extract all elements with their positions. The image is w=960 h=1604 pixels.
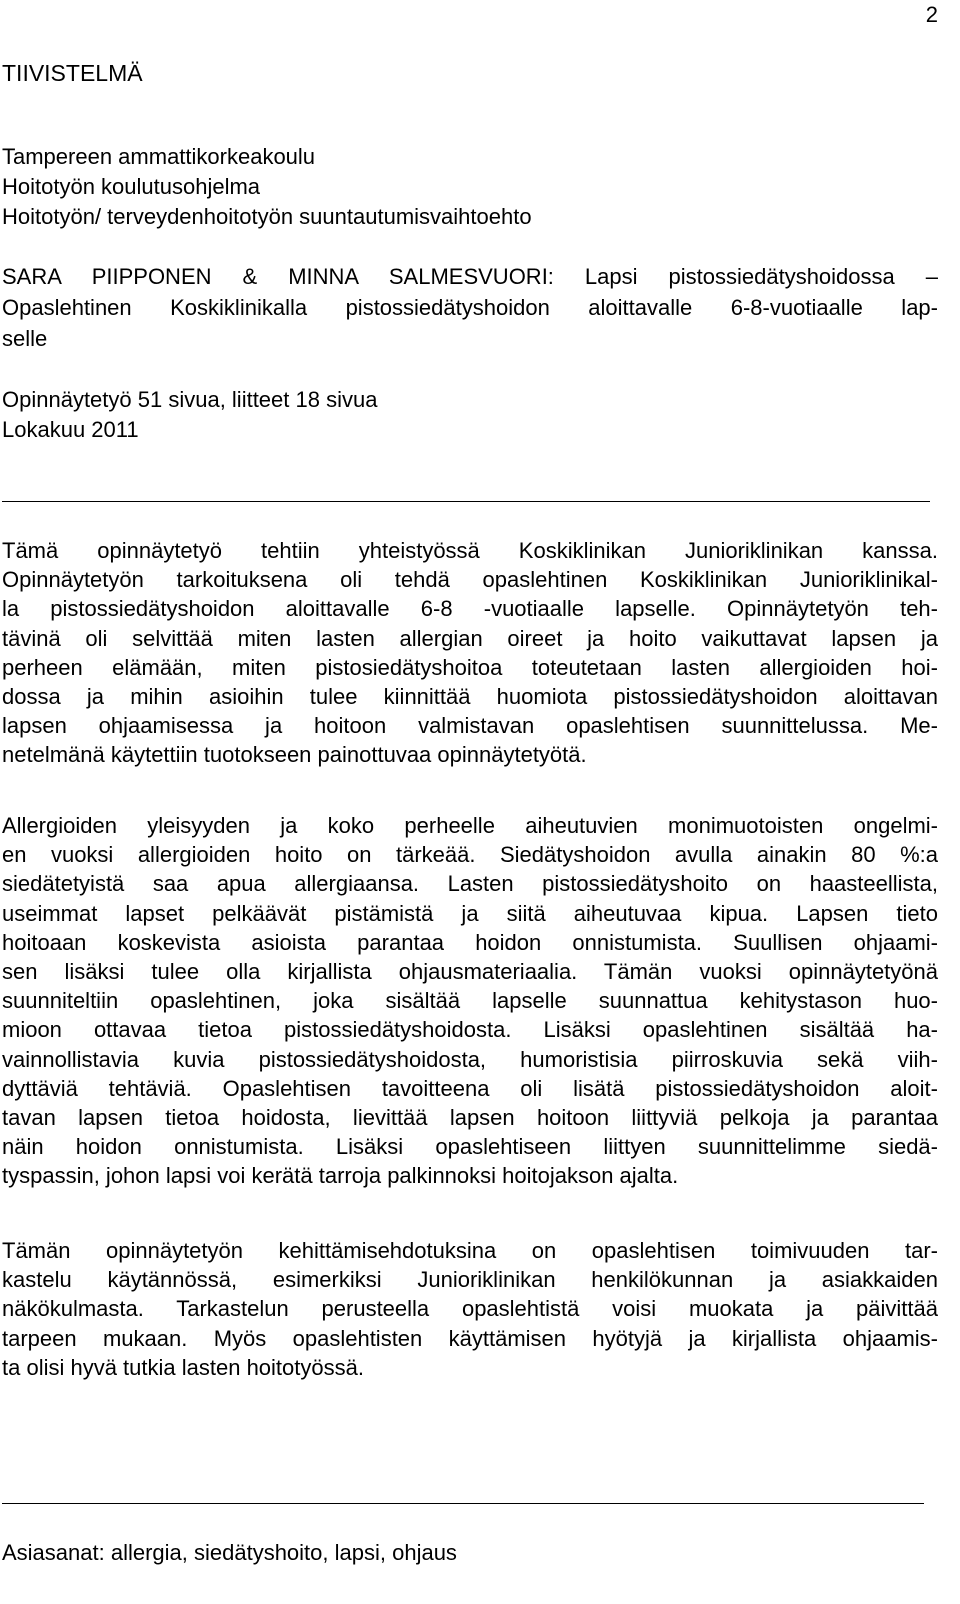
abstract-line: lapsen ohjaamisessa ja hoitoon valmistavan opaslehtisen suunnittelussa. Me- <box>2 713 938 739</box>
page-number: 2 <box>925 2 938 27</box>
title-line: selle <box>2 326 48 351</box>
abstract-line: la pistossiedätyshoidon aloittavalle 6-8 -vuotiaalle lapselle. Opinnäytetyön teh- <box>2 596 938 622</box>
abstract-heading: TIIVISTELMÄ <box>2 60 143 86</box>
abstract-line: Tämä opinnäytetyö tehtiin yhteistyössä Koskiklinikan Junioriklinikan kanssa. <box>2 538 938 563</box>
school-name: Tampereen ammattikorkeakoulu <box>2 144 316 169</box>
institution-block <box>2 142 532 232</box>
page-count: Opinnäytetyö 51 sivua, liitteet 18 sivua <box>2 387 378 412</box>
abstract-line: tarpeen mukaan. Myös opaslehtisten käyttämisen hyötyjä ja kirjallista ohjaamis- <box>2 1325 938 1351</box>
abstract-line: perheen elämään, miten pistosiedätyshoitoa toteutetaan lasten allergioiden hoi- <box>2 654 938 680</box>
abstract-line: Allergioiden yleisyyden ja koko perheelle aiheutuvien monimuotoisten ongelmi- <box>2 813 938 838</box>
title-line: SARA PIIPPONEN & MINNA SALMESVUORI: Lapsi pistossiedätyshoidossa – <box>2 264 938 289</box>
abstract-line: mioon ottavaa tietoa pistossiedätyshoidosta. Lisäksi opaslehtinen sisältää ha- <box>2 1017 938 1043</box>
abstract-line: sen lisäksi tulee olla kirjallista ohjausmateriaalia. Tämän vuoksi opinnäytetyönä <box>2 959 938 985</box>
abstract-line: kastelu käytännössä, esimerkiksi Junioriklinikan henkilökunnan ja asiakkaiden <box>2 1267 938 1293</box>
abstract-paragraph-3 <box>2 1236 938 1382</box>
programme-name: Hoitotyön koulutusohjelma <box>2 174 261 199</box>
abstract-line: tyspassin, johon lapsi voi kerätä tarroja palkinnoksi hoitojakson ajalta. <box>2 1163 679 1189</box>
option-name: Hoitotyön/ terveydenhoitotyön suuntautumisvaihtoehto <box>2 204 532 229</box>
abstract-line: dossa ja mihin asioihin tulee kiinnittää huomiota pistossiedätyshoidon aloittavan <box>2 684 938 710</box>
abstract-line: vainnollistavia kuvia pistossiedätyshoidosta, humoristisia piirroskuvia sekä viih- <box>2 1046 938 1072</box>
thesis-date: Lokakuu 2011 <box>2 417 139 442</box>
abstract-line: netelmänä käytettiin tuotokseen painottuvaa opinnäytetyötä. <box>2 742 587 768</box>
abstract-line: suunniteltiin opaslehtinen, joka sisältää lapselle suunnattua kehitystason huo- <box>2 988 938 1014</box>
abstract-line: tävinä oli selvittää miten lasten allergian oireet ja hoito vaikuttavat lapsen ja <box>2 625 938 651</box>
abstract-line: näin hoidon onnistumista. Lisäksi opaslehtiseen liittyen suunnittelimme siedä- <box>2 1134 938 1160</box>
title-line: Opaslehtinen Koskiklinikalla pistossiedätyshoidon aloittavalle 6-8-vuotiaalle lap- <box>2 295 938 320</box>
separator-line-top <box>2 501 930 502</box>
keywords: Asiasanat: allergia, siedätyshoito, lapsi, ohjaus <box>2 1540 457 1565</box>
abstract-paragraph-1 <box>2 536 938 770</box>
abstract-line: ta olisi hyvä tutkia lasten hoitotyössä. <box>2 1354 364 1380</box>
abstract-line: dyttäviä tehtäviä. Opaslehtisen tavoitteena oli lisätä pistossiedätyshoidon aloit- <box>2 1075 938 1101</box>
abstract-paragraph-2 <box>2 811 938 1191</box>
abstract-line: en vuoksi allergioiden hoito on tärkeää. Siedätyshoidon avulla ainakin 80 %:a <box>2 842 938 868</box>
abstract-line: hoitoaan koskevista asioista parantaa hoidon onnistumista. Suullisen ohjaami- <box>2 929 938 955</box>
separator-line-bottom <box>2 1503 924 1504</box>
abstract-line: Opinnäytetyön tarkoituksena oli tehdä opaslehtinen Koskiklinikan Junioriklinikal- <box>2 567 938 593</box>
abstract-line: tavan lapsen tietoa hoidosta, lievittää lapsen hoitoon liittyviä pelkoja ja parantaa <box>2 1105 938 1131</box>
abstract-line: Tämän opinnäytetyön kehittämisehdotuksina on opaslehtisen toimivuuden tar- <box>2 1238 938 1263</box>
thesis-details <box>2 385 377 445</box>
abstract-line: useimmat lapset pelkäävät pistämistä ja siitä aiheutuvaa kipua. Lapsen tieto <box>2 900 938 926</box>
abstract-line: näkökulmasta. Tarkastelun perusteella opaslehtistä voisi muokata ja päivittää <box>2 1296 938 1322</box>
abstract-line: siedätetyistä saa apua allergiaansa. Lasten pistossiedätyshoito on haasteellista, <box>2 871 938 897</box>
thesis-title <box>2 261 938 354</box>
